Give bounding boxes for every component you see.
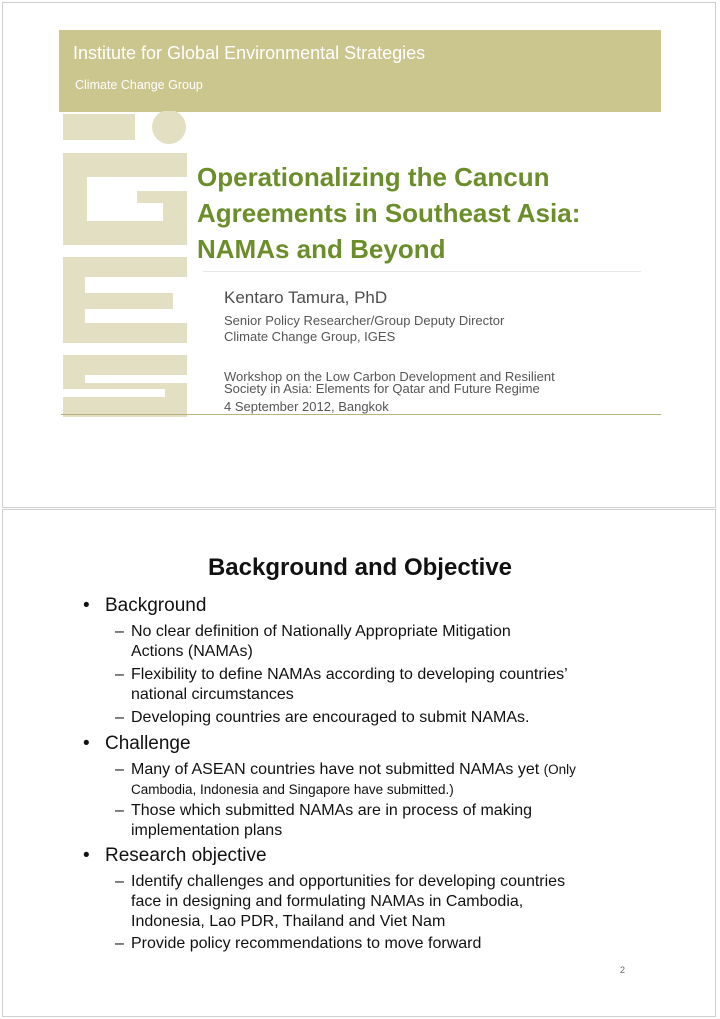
- bullet-icon: •: [83, 595, 90, 616]
- slide-heading: Background and Objective: [207, 554, 513, 581]
- title-line-1: Operationalizing the Cancun: [197, 162, 550, 192]
- title-slide: [2, 2, 716, 508]
- author-role: Senior Policy Researcher/Group Deputy Director: [224, 313, 505, 328]
- section-background: • Background: [83, 595, 207, 616]
- svg-text:IGES: IGES: [123, 311, 126, 312]
- author-affiliation: Climate Change Group, IGES: [224, 329, 396, 344]
- title-line-3: NAMAs and Beyond: [197, 234, 446, 264]
- banner-subtitle: Climate Change Group: [75, 78, 203, 92]
- event-date: 4 September 2012, Bangkok: [224, 399, 389, 414]
- section-research-objective: • Research objective: [83, 845, 267, 866]
- bottom-divider: [61, 414, 661, 415]
- event-line-2: Society in Asia: Elements for Qatar and Future Regime: [224, 381, 540, 396]
- iges-logo: [63, 111, 187, 417]
- header-banner: [59, 30, 661, 112]
- page-number: 2: [620, 965, 626, 975]
- title-line-2: Agreements in Southeast Asia:: [197, 198, 581, 228]
- banner-title: Institute for Global Environmental Strategies: [73, 43, 426, 63]
- bullet-icon: •: [83, 733, 90, 754]
- slide-title: [197, 159, 637, 267]
- content-slide: Background and Objective • Background – No clear definition of Nationally Appropriate Mitigation Actions (NAMAs) – Flexibility to define NAMAs according to developing countries’ national circumstances – Developing countries are encouraged to submit NAMAs. • Challenge – Many of ASEAN countries have not submitted NAMAs yet (Only Cambodia, Indonesia and Singapore have submitted.) – Those which submitted NAMAs are in process of making implementation plans • Research objective – Identify challenges and opportunities for developing countries face in designing and formulating NAMAs in Cambodia, Indonesia, Lao PDR, Thailand and Viet Nam – Provide policy recommendations to move forward 2: [2, 509, 716, 1017]
- title-divider: [203, 271, 641, 272]
- author-name: Kentaro Tamura, PhD: [224, 288, 388, 307]
- bullet-icon: •: [83, 845, 90, 866]
- section-challenge: • Challenge: [83, 733, 191, 754]
- event-line-1: Workshop on the Low Carbon Development and Resilient: [224, 369, 555, 384]
